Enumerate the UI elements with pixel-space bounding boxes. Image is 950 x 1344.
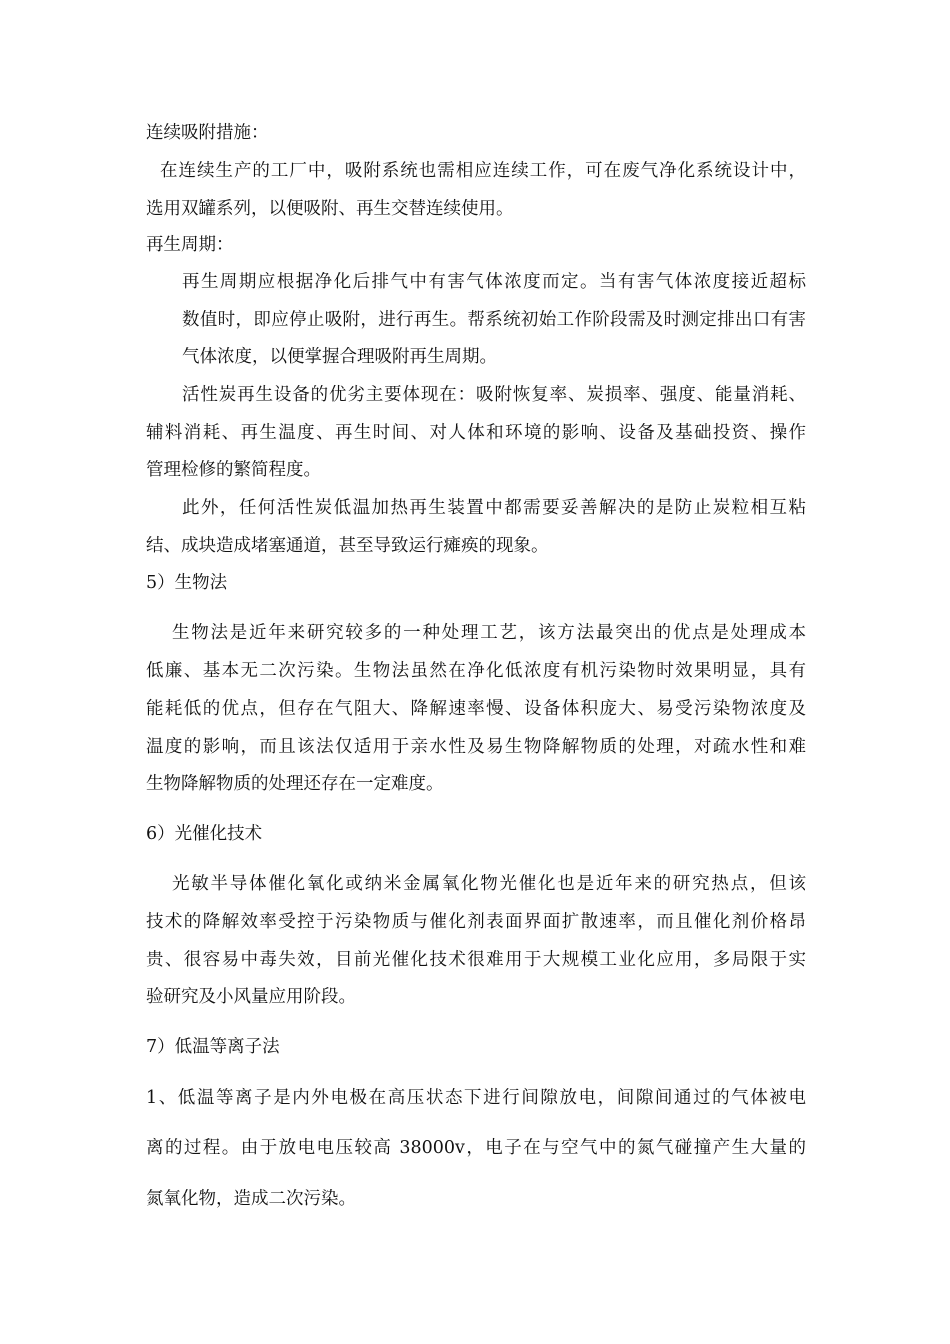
paragraph-line: 生物降解物质的处理还存在一定难度。 [146,774,444,794]
heading-photocatalysis: 6）光催化技术 [146,824,263,844]
paragraph-line: 再生周期应根据净化后排气中有害气体浓度而定。当有害气体浓度接近超标 [182,272,806,292]
paragraph-line: 1、低温等离子是内外电极在高压状态下进行间隙放电，间隙间通过的气体被电 [146,1088,806,1108]
paragraph-line: 选用双罐系列，以便吸附、再生交替连续使用。 [146,199,514,219]
paragraph-line: 在连续生产的工厂中，吸附系统也需相应连续工作，可在废气净化系统设计中， [160,161,806,181]
paragraph-line: 贵、很容易中毒失效，目前光催化技术很难用于大规模工业化应用，多局限于实 [146,950,806,970]
paragraph-line: 生物法是近年来研究较多的一种处理工艺，该方法最突出的优点是处理成本 [172,623,806,643]
paragraph-line: 气体浓度，以便掌握合理吸附再生周期。 [182,347,497,367]
paragraph-line: 此外，任何活性炭低温加热再生装置中都需要妥善解决的是防止炭粒相互粘 [182,498,806,518]
heading-continuous-adsorption: 连续吸附措施： [146,123,269,143]
heading-biological-method: 5）生物法 [146,573,228,593]
paragraph-line: 技术的降解效率受控于污染物质与催化剂表面界面扩散速率，而且催化剂价格昂 [146,912,806,932]
paragraph-line: 活性炭再生设备的优劣主要体现在：吸附恢复率、炭损率、强度、能量消耗、 [182,385,806,405]
paragraph-line: 低廉、基本无二次污染。生物法虽然在净化低浓度有机污染物时效果明显，具有 [146,661,806,681]
paragraph-line: 光敏半导体催化氧化或纳米金属氧化物光催化也是近年来的研究热点，但该 [172,874,806,894]
heading-regeneration-cycle: 再生周期： [146,235,234,255]
paragraph-line: 管理检修的繁简程度。 [146,460,321,480]
paragraph-line: 数值时，即应停止吸附，进行再生。帮系统初始工作阶段需及时测定排出口有害 [182,310,806,330]
paragraph-line: 能耗低的优点，但存在气阻大、降解速率慢、设备体积庞大、易受污染物浓度及 [146,699,806,719]
paragraph-line: 氮氧化物，造成二次污染。 [146,1189,356,1209]
paragraph-line: 验研究及小风量应用阶段。 [146,987,356,1007]
paragraph-line: 离的过程。由于放电电压较高 38000v，电子在与空气中的氮气碰撞产生大量的 [146,1138,806,1158]
paragraph-line: 结、成块造成堵塞通道，甚至导致运行瘫痪的现象。 [146,536,549,556]
heading-low-temp-plasma: 7）低温等离子法 [146,1037,280,1057]
paragraph-line: 温度的影响，而且该法仅适用于亲水性及易生物降解物质的处理，对疏水性和难 [146,737,806,757]
paragraph-line: 辅料消耗、再生温度、再生时间、对人体和环境的影响、设备及基础投资、操作 [146,423,806,443]
